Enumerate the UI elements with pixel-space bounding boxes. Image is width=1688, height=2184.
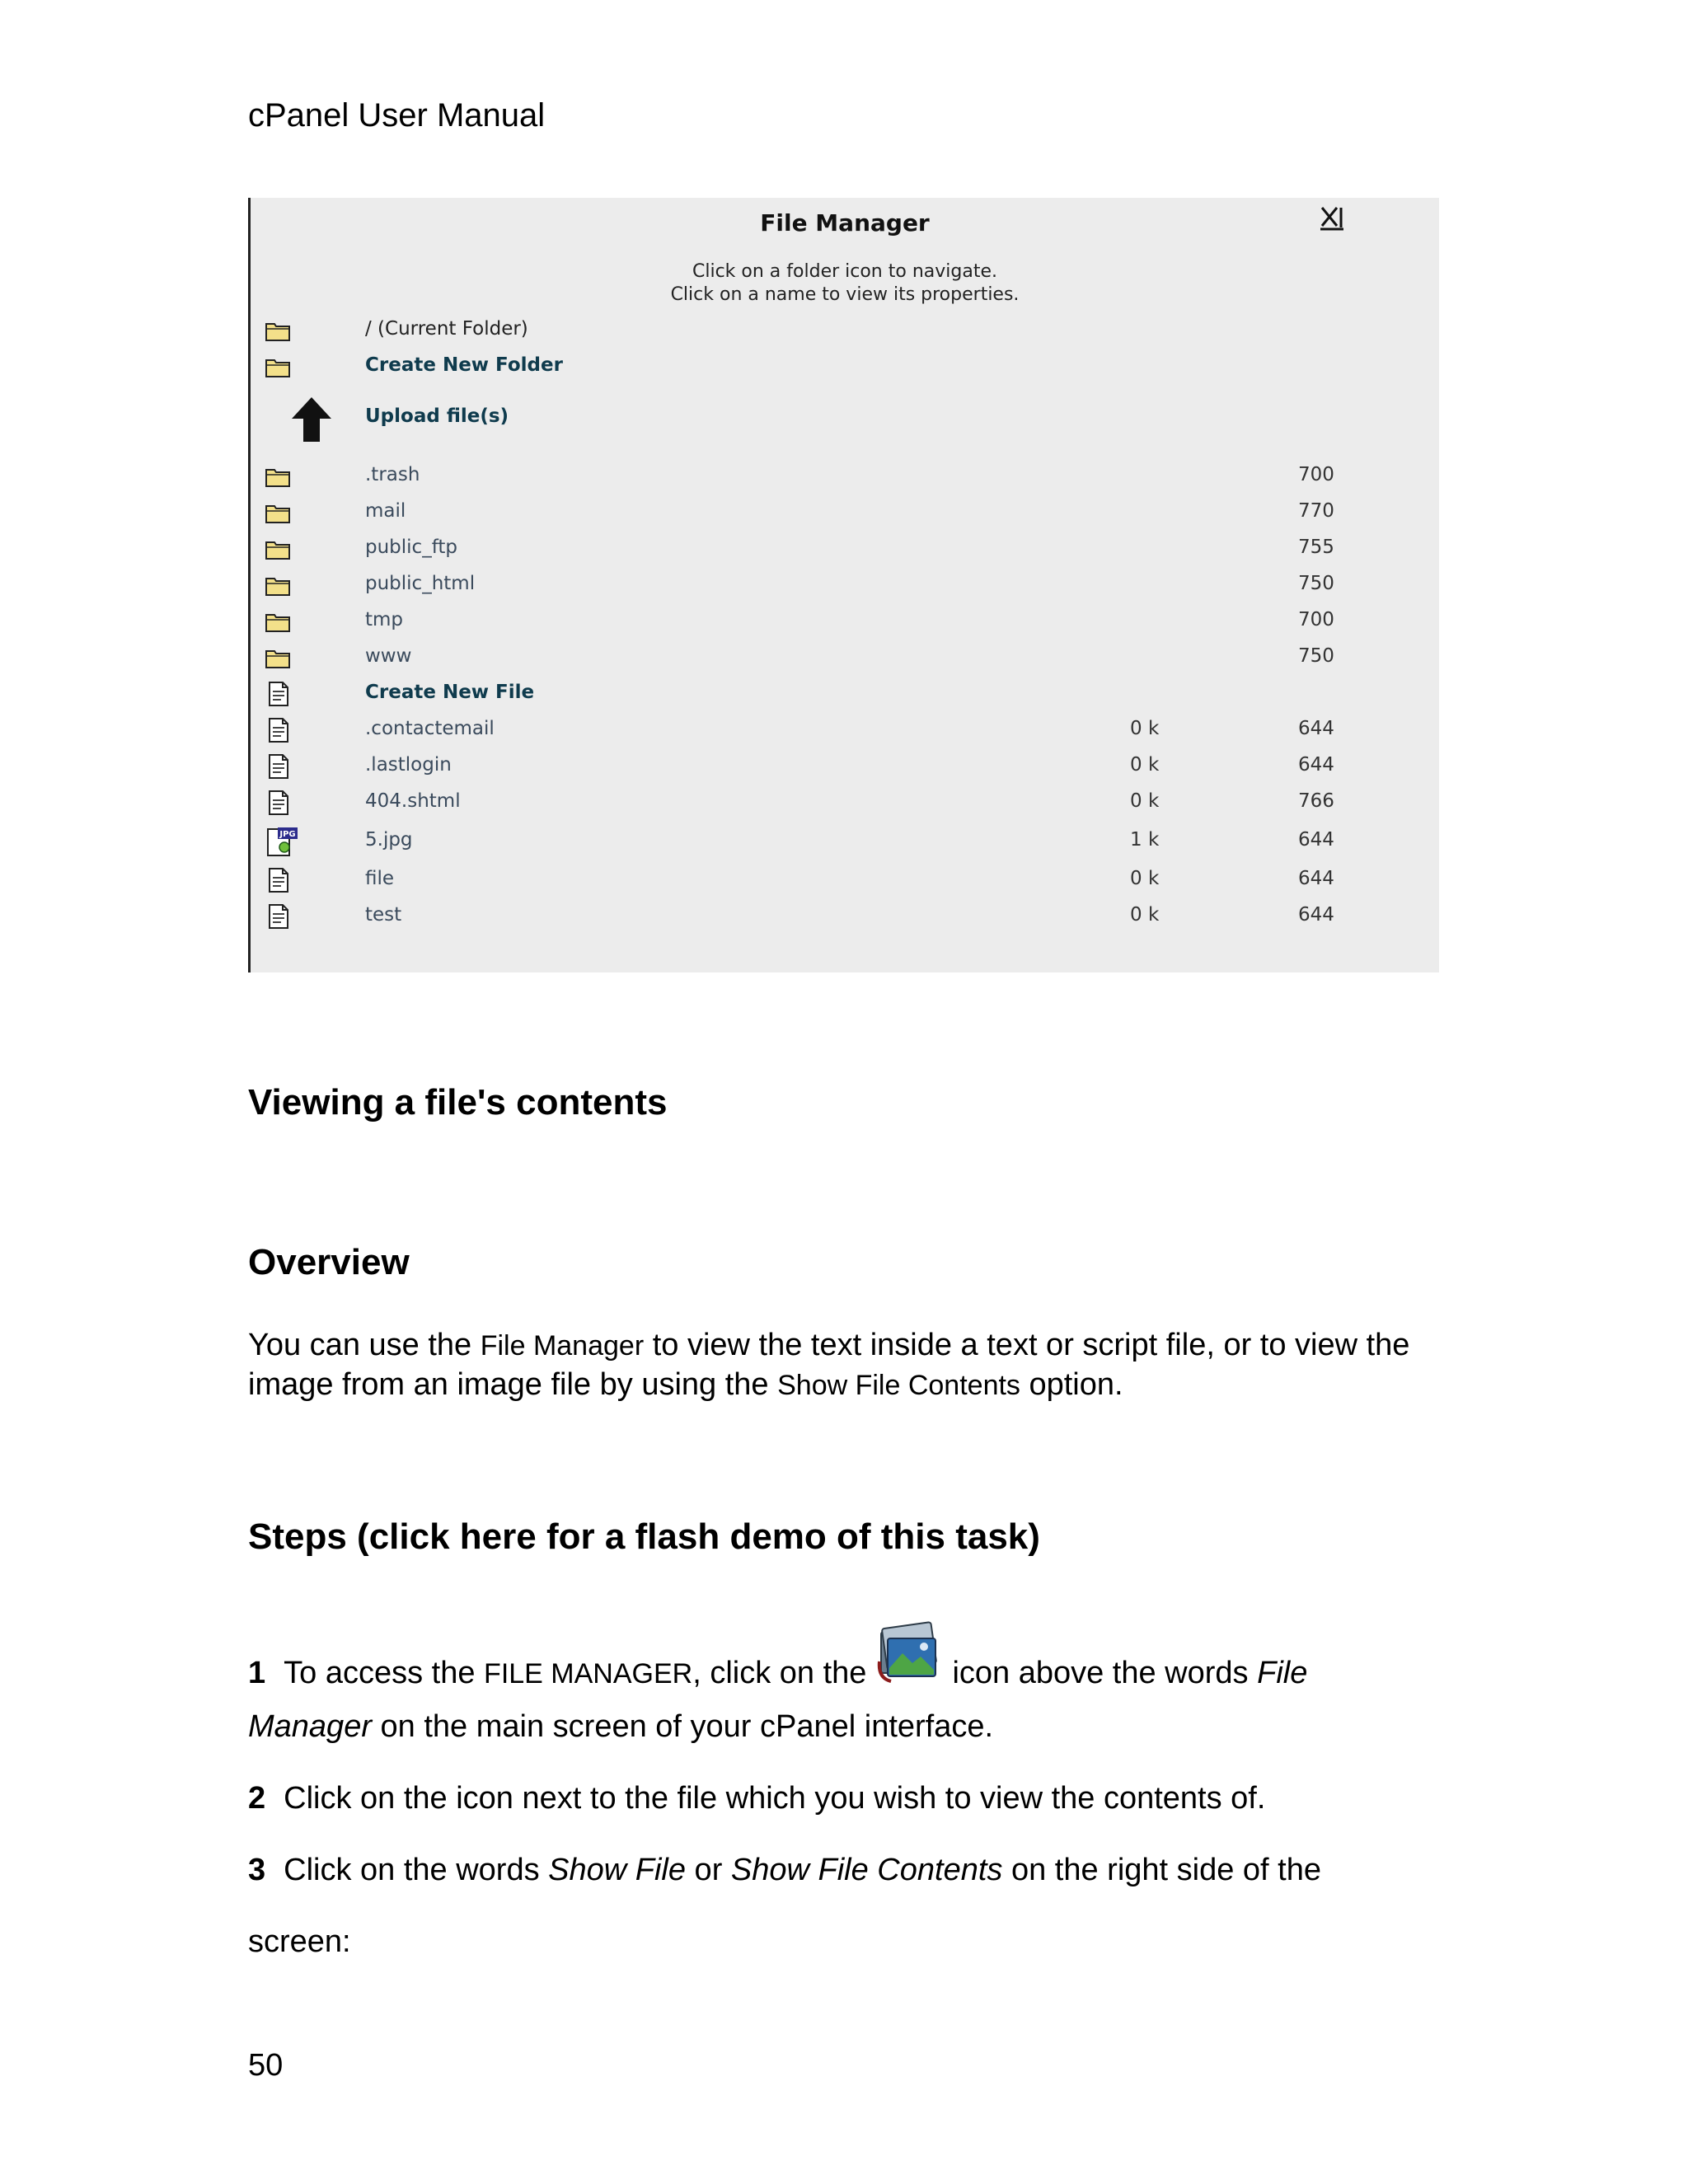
file-name-link[interactable]: tmp — [365, 609, 404, 630]
file-name-link[interactable]: 404.shtml — [365, 790, 461, 812]
step-text: or — [686, 1853, 731, 1887]
step-3-continued: screen: — [248, 1924, 351, 1959]
file-list-row — [251, 899, 1439, 932]
step-1-continued — [248, 1708, 993, 1746]
steps-heading[interactable]: Steps (click here for a flash demo of this task) — [248, 1516, 1040, 1557]
step-emphasis: Show File — [548, 1853, 686, 1887]
folder-icon[interactable] — [265, 499, 291, 526]
document-icon[interactable] — [265, 717, 291, 743]
file-list-action-row — [251, 349, 1439, 382]
file-manager-instructions — [251, 260, 1439, 307]
file-permissions: 644 — [1298, 868, 1334, 889]
file-list-row — [251, 532, 1439, 565]
file-name-link[interactable]: Upload file(s) — [365, 405, 509, 427]
step-text: on the main screen of your cPanel interface. — [371, 1709, 994, 1744]
folder-icon[interactable] — [265, 536, 291, 562]
overview-paragraph — [248, 1326, 1451, 1405]
file-manager-title: File Manager — [760, 209, 930, 237]
file-name-link[interactable]: public_html — [365, 573, 476, 594]
file-list-row — [251, 568, 1439, 601]
step-number: 3 — [248, 1853, 266, 1887]
folder-icon[interactable] — [265, 608, 291, 635]
file-permissions: 700 — [1298, 609, 1334, 630]
file-permissions: 750 — [1298, 645, 1334, 667]
upload-arrow-icon[interactable] — [288, 396, 335, 443]
file-permissions: 766 — [1298, 790, 1334, 812]
document-icon[interactable] — [265, 903, 291, 930]
file-list-row — [251, 785, 1439, 818]
file-name-link[interactable]: www — [365, 645, 412, 667]
file-size: 0 k — [1130, 754, 1160, 776]
folder-icon[interactable] — [265, 354, 291, 380]
file-list-row — [251, 749, 1439, 782]
step-text: Click on the icon next to the file which you wish to view the contents of. — [284, 1781, 1266, 1816]
step-2 — [248, 1779, 1265, 1818]
file-permissions: 644 — [1298, 904, 1334, 926]
folder-icon[interactable] — [265, 463, 291, 490]
file-name-link[interactable]: .lastlogin — [365, 754, 452, 776]
file-name-link[interactable]: Create New Folder — [365, 354, 563, 376]
step-text: on the right side of the — [1002, 1853, 1321, 1887]
file-list-action-row — [251, 677, 1439, 710]
file-permissions: 770 — [1298, 500, 1334, 522]
section-title: Viewing a file's contents — [248, 1082, 668, 1122]
overview-heading: Overview — [248, 1242, 410, 1282]
svg-text:JPG: JPG — [279, 830, 296, 839]
ui-term-show-file-contents: Show File Contents — [777, 1370, 1020, 1401]
ui-term-file-manager: FILE MANAGER — [484, 1658, 693, 1690]
file-permissions: 755 — [1298, 537, 1334, 558]
step-text: icon above the words — [952, 1656, 1258, 1690]
file-name-link[interactable]: test — [365, 904, 402, 926]
close-icon[interactable] — [1319, 204, 1345, 231]
file-size: 0 k — [1130, 904, 1160, 926]
step-number: 2 — [248, 1781, 266, 1816]
overview-text: option. — [1020, 1367, 1123, 1402]
document-icon[interactable] — [265, 681, 291, 707]
file-list-row — [251, 863, 1439, 896]
file-size: 0 k — [1130, 790, 1160, 812]
step-text: Click on the words — [284, 1853, 549, 1887]
file-permissions: 644 — [1298, 718, 1334, 739]
file-manager-icon — [874, 1620, 944, 1690]
file-list-row — [251, 640, 1439, 673]
file-list-action-row — [251, 401, 1439, 434]
file-list-row — [251, 313, 1439, 346]
document-icon[interactable] — [265, 753, 291, 780]
running-header: cPanel User Manual — [248, 97, 546, 134]
step-text: , click on the — [692, 1656, 867, 1690]
file-name-link[interactable]: .contactemail — [365, 718, 495, 739]
step-3 — [248, 1851, 1321, 1890]
file-permissions: 750 — [1298, 573, 1334, 594]
step-emphasis: File — [1257, 1656, 1308, 1690]
file-name-link[interactable]: / (Current Folder) — [365, 318, 528, 340]
file-name-link[interactable]: public_ftp — [365, 537, 458, 558]
file-list-row — [251, 713, 1439, 746]
page-number: 50 — [248, 2048, 284, 2083]
file-name-link[interactable]: 5.jpg — [365, 829, 413, 851]
file-list-row — [251, 824, 1439, 857]
step-emphasis: Show File Contents — [730, 1853, 1003, 1887]
overview-text: to view the text inside a text or script file, or to view the image from an image file by using the — [248, 1328, 1410, 1402]
ui-term-file-manager: File Manager — [480, 1330, 645, 1361]
file-list-row — [251, 459, 1439, 492]
step-1 — [248, 1620, 1307, 1694]
file-size: 1 k — [1130, 829, 1160, 851]
file-manager-panel — [248, 198, 1439, 972]
file-size: 0 k — [1130, 718, 1160, 739]
file-permissions: 644 — [1298, 754, 1334, 776]
file-permissions: 700 — [1298, 464, 1334, 485]
document-icon[interactable] — [265, 790, 291, 816]
file-name-link[interactable]: .trash — [365, 464, 420, 485]
folder-icon[interactable] — [265, 317, 291, 344]
file-name-link[interactable]: Create New File — [365, 682, 535, 703]
jpg-file-icon[interactable] — [265, 826, 299, 857]
file-size: 0 k — [1130, 868, 1160, 889]
step-emphasis: Manager — [248, 1709, 372, 1744]
file-name-link[interactable]: mail — [365, 500, 406, 522]
file-list-row — [251, 495, 1439, 528]
instruction-line: Click on a name to view its properties. — [670, 284, 1020, 305]
folder-icon[interactable] — [265, 644, 291, 671]
file-list-row — [251, 604, 1439, 637]
step-text: To access the — [284, 1656, 485, 1690]
instruction-line: Click on a folder icon to navigate. — [692, 261, 997, 282]
folder-icon[interactable] — [265, 572, 291, 598]
file-permissions: 644 — [1298, 829, 1334, 851]
overview-text: You can use the — [248, 1328, 481, 1362]
step-number: 1 — [248, 1656, 266, 1690]
file-name-link[interactable]: file — [365, 868, 395, 889]
document-icon[interactable] — [265, 867, 291, 893]
